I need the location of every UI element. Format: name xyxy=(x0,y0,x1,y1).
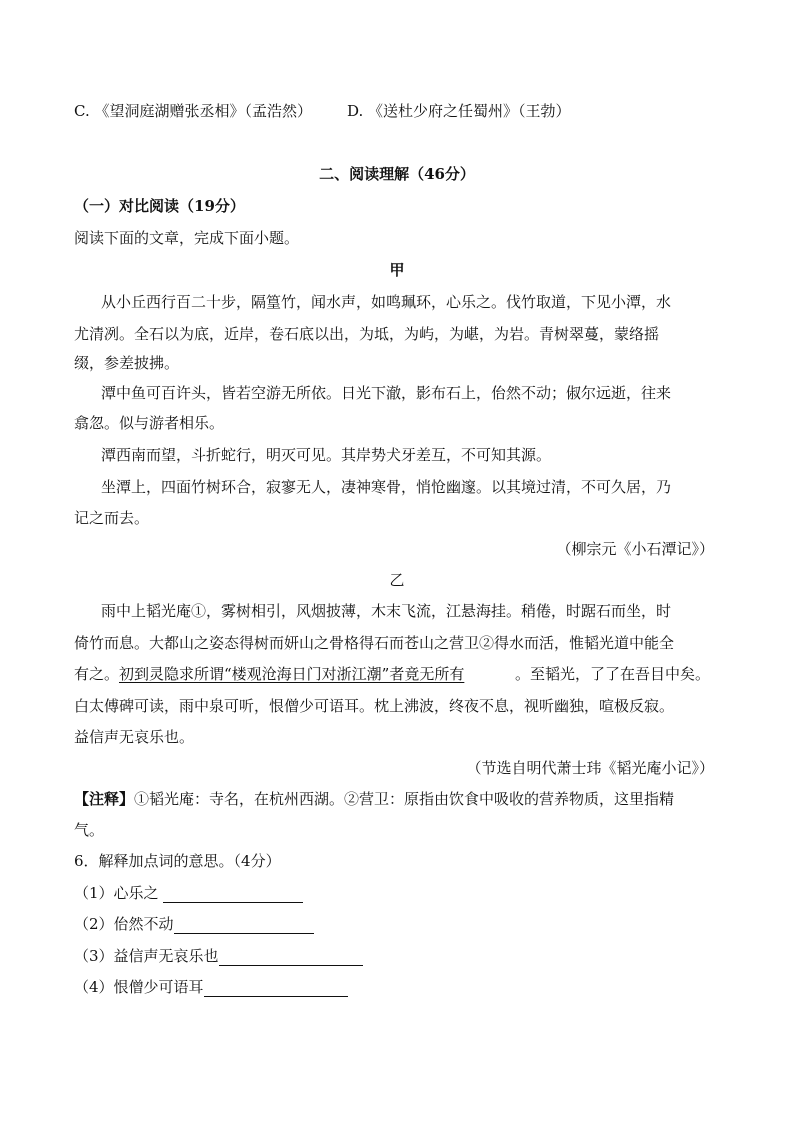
answer-blank[interactable] xyxy=(163,886,303,903)
question-label: （1）心乐之 xyxy=(74,884,164,902)
passage-a-line: 缀，参差披拂。 xyxy=(74,354,180,372)
passage-a-line: 尤清冽。全石以为底，近岸，卷石底以出，为坻，为屿，为嵁，为岩。青树翠蔓，蒙络摇 xyxy=(74,325,660,343)
passage-a-line: 记之而去。 xyxy=(74,509,150,527)
option-c: C. 《望洞庭湖赠张丞相》（孟浩然） xyxy=(74,102,312,120)
passage-b-source: （节选自明代萧士玮《韬光庵小记》） xyxy=(466,759,714,777)
passage-b-line: 白太傅碑可读，雨中泉可听，恨僧少可语耳。枕上沸波，终夜不息，视听幽独，喧极反寂。 xyxy=(74,697,675,715)
answer-blank[interactable] xyxy=(174,917,314,934)
answer-blank[interactable] xyxy=(204,980,348,997)
passage-b-line: 有之。 xyxy=(74,665,120,683)
passage-a-line: 潭西南而望，斗折蛇行，明灭可见。其岸势犬牙差互，不可知其源。 xyxy=(101,446,552,464)
question-6-item-1 xyxy=(74,883,303,903)
question-6-item-4 xyxy=(74,977,348,997)
section-title: 二、阅读理解（46分） xyxy=(319,165,475,183)
passage-b-line: 。至韬光，了了在吾目中矣。 xyxy=(515,665,711,683)
question-6-item-3 xyxy=(74,946,363,966)
passage-b-heading: 乙 xyxy=(389,571,405,589)
passage-a-line: 潭中鱼可百许头，皆若空游无所依。日光下澈，影布石上，佁然不动；俶尔远逝，往来 xyxy=(101,384,672,402)
passage-b-line: 雨中上韬光庵①，雾树相引，风烟披薄，木末飞流，江悬海挂。稍倦，时踞石而坐，时 xyxy=(101,602,672,620)
instruction: 阅读下面的文章，完成下面小题。 xyxy=(74,229,300,247)
passage-a-line: 从小丘西行百二十步，隔篁竹，闻水声，如鸣珮环，心乐之。伐竹取道，下见小潭，水 xyxy=(101,293,672,311)
question-label: （3）益信声无哀乐也 xyxy=(74,947,219,965)
question-label: （4）恨僧少可语耳 xyxy=(74,978,204,996)
passage-a-heading: 甲 xyxy=(389,261,405,279)
notes-label: 【注释】 xyxy=(74,790,135,808)
sub-section-title: （一）对比阅读（19分） xyxy=(74,197,245,215)
notes-line-2: 气。 xyxy=(74,821,105,839)
option-d: D. 《送杜少府之任蜀州》（王勃） xyxy=(347,102,571,120)
notes-text: ①韬光庵：寺名，在杭州西湖。②营卫：原指由饮食中吸收的营养物质，这里指精 xyxy=(134,790,675,808)
passage-b-line: 倚竹而息。大都山之姿态得树而妍山之骨格得石而苍山之营卫②得水而活，惟韬光道中能全 xyxy=(74,634,675,652)
question-label: （2）佁然不动 xyxy=(74,915,174,933)
underlined-sentence: 初到灵隐求所谓“楼观沧海日门对浙江潮”者竟无所有 xyxy=(119,665,465,683)
passage-b-line: 益信声无哀乐也。 xyxy=(74,728,195,746)
answer-blank[interactable] xyxy=(219,949,363,966)
notes-line xyxy=(74,789,674,809)
passage-a-source: （柳宗元《小石潭记》） xyxy=(556,540,714,558)
passage-a-line: 坐潭上，四面竹树环合，寂寥无人，凄神寒骨，悄怆幽邃。以其境过清，不可久居，乃 xyxy=(101,478,672,496)
passage-a-line: 翕忽。似与游者相乐。 xyxy=(74,414,225,432)
question-6-stem: 6．解释加点词的意思。（4分） xyxy=(74,852,281,870)
question-6-item-2 xyxy=(74,914,314,934)
